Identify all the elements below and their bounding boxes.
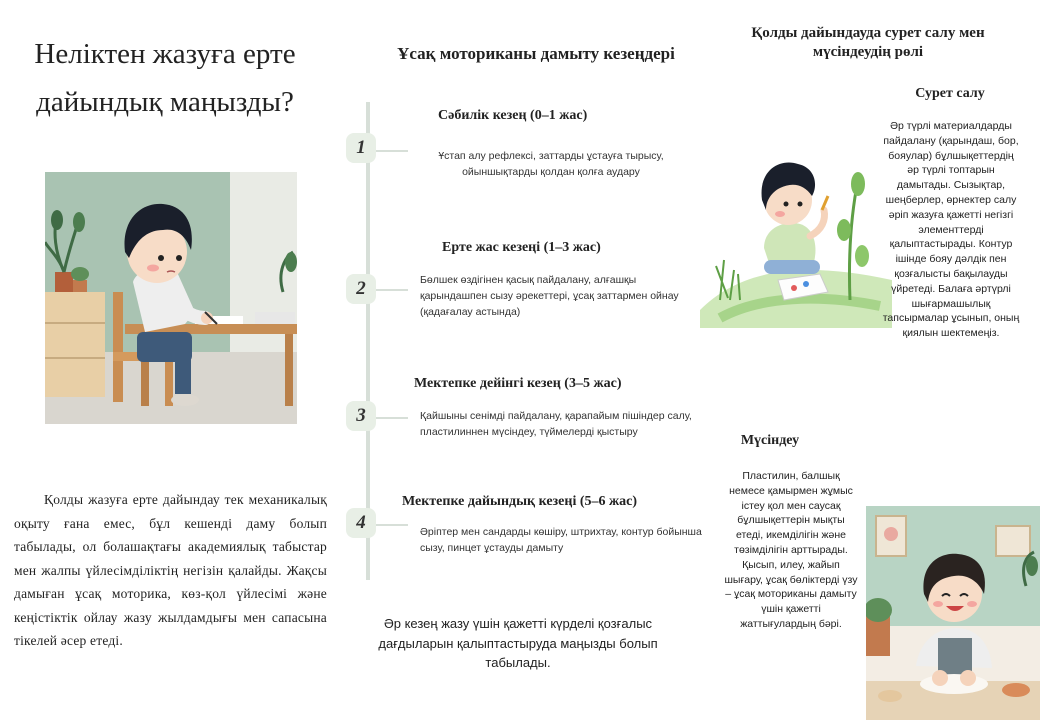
stage-title: Мектепке дайындық кезеңі (5–6 жас) [402, 494, 638, 509]
stage-description: Қайшыны сенімді пайдалану, қарапайым пішіндер салу, пластилиннен мүсіндеу, түймелерді қыстыру [420, 410, 692, 438]
stage-number-badge: 1 [346, 133, 376, 163]
timeline-conclusion: Әр кезең жазу үшін қажетті күрделі қозғалыс дағдыларын қалыптастыруда маңызды болып табылады. [378, 616, 658, 670]
intro-paragraph: Қолды жазуға ерте дайындау тек механикалық оқыту ғана емес, бұл кешенді даму болып табылады, ол болашақтағы академиялық табыстар мен жалпы үйлесімділіктің негізін қалайды. Жақсы дамыған ұсақ моторика, көз-қол үйлесімі және кеңістіктік ойлау жазу жылдамдығы мен сапасына тікелей әсер етеді. [14, 492, 327, 648]
stage-title: Сәбилік кезең (0–1 жас) [438, 108, 588, 123]
stage-number-badge: 4 [346, 508, 376, 538]
drawing-description: Әр түрлі материалдарды пайдалану (қарындаш, бор, бояулар) бұлшықеттердің әр түрлі топтарын дамытады. Сызықтар, шеңберлер, өрнектер салу әріп жазуға қажетті негізгі элементтерді қалыптастырады. Контур ішінде бояу дәлдік пен қозғалысты бақылауды үйретеді. Балаға әртүрлі шығармашылық тапсырмалар ұсынып, оның қиялын шектемеңіз. [882, 120, 1020, 340]
stage-description: Ұстап алу рефлексі, заттарды ұстауға тырысу, ойыншықтарды қолдан қолға аудару [438, 150, 664, 178]
stage-number-badge: 2 [346, 274, 376, 304]
child-drawing-illustration [700, 60, 892, 328]
stage-number-badge: 3 [346, 401, 376, 431]
stage-title: Мектепке дейінгі кезең (3–5 жас) [414, 376, 622, 391]
child-sculpting-illustration [866, 506, 1040, 720]
boy-writing-illustration [45, 172, 297, 424]
sculpting-description: Пластилин, балшық немесе қамырмен жұмыс істеу қол мен саусақ бұлшықеттерін мықты етеді, икемділігін және төзімділігін арттырады. Қысып, илеу, жайып шығару, ұсақ бөліктерді үзу – ұсақ моториканы дамыту үшін қажетті жаттығулардың бәрі. [724, 470, 858, 630]
page-title: Неліктен жазуға ерте дайындық маңызды? [34, 38, 296, 118]
timeline-title: Ұсақ моториканы дамыту кезеңдері [397, 44, 675, 63]
drawing-title: Сурет салу [915, 86, 985, 101]
stage-title: Ерте жас кезеңі (1–3 жас) [442, 240, 601, 255]
sculpting-title: Мүсіндеу [740, 433, 800, 448]
section-title: Қолды дайындауда сурет салу мен мүсіндеудің рөлі [751, 25, 985, 60]
stage-description: Бөлшек өздігінен қасық пайдалану, алғашқы қарындашпен сызу әрекеттері, ұсақ заттармен ойнау (қадағалау астында) [420, 274, 679, 318]
stage-description: Әріптер мен сандарды көшіру, штрихтау, контур бойынша сызу, пинцет ұстауды дамыту [420, 526, 702, 554]
